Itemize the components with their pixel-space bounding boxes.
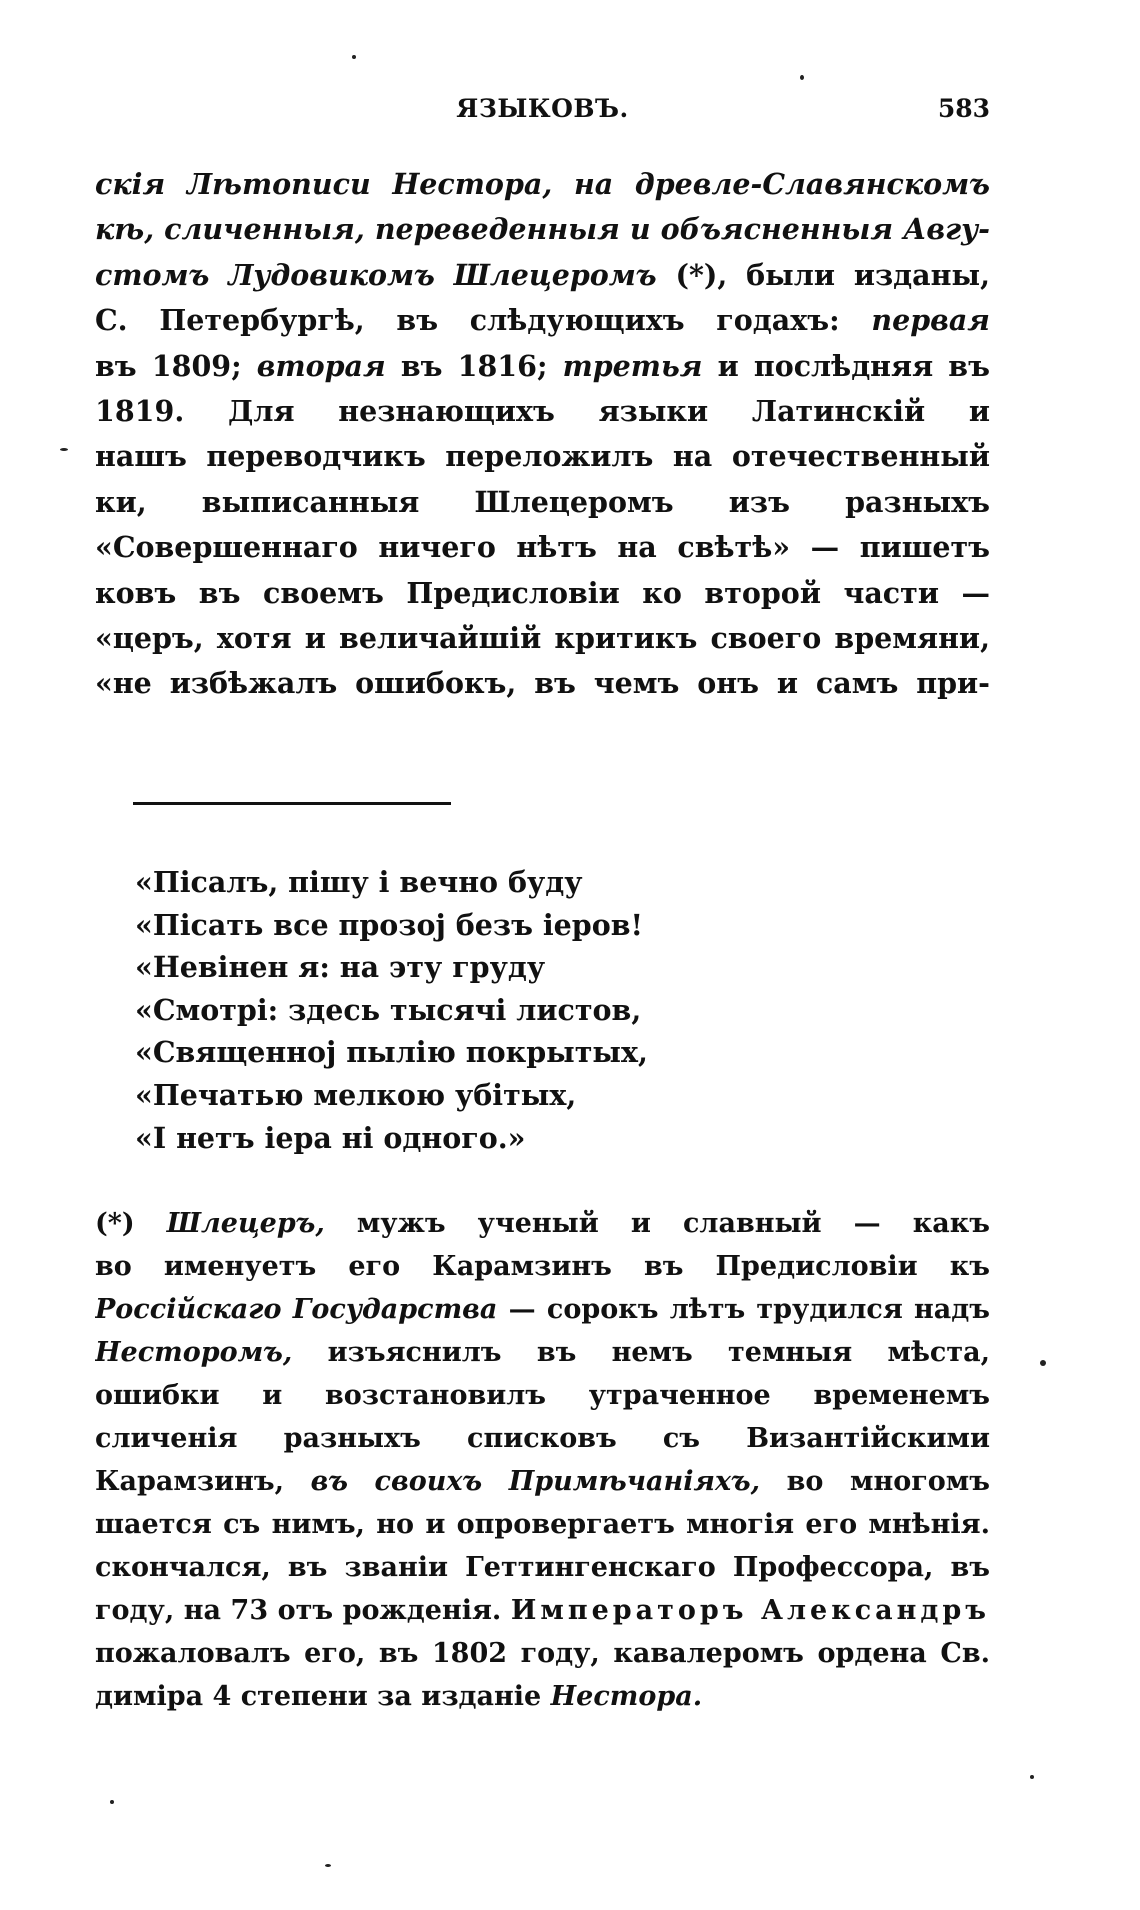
verse-line-6: «Печатью мелкою убітых, (135, 1077, 577, 1112)
body-line-5-italic-2: третья (562, 348, 703, 383)
body-line-4-text: С. Петербургѣ, въ слѣдующихъ годахъ: (95, 303, 840, 338)
footnote-line-12-text: диміра 4 степени за изданіе (95, 1681, 542, 1712)
body-line-9: «Совершеннаго ничего нѣтъ на свѣтѣ» — пишетъ (95, 530, 990, 565)
footnote-line-1 (95, 1202, 990, 1245)
footnote-line-7-text-2: во многомъ (786, 1466, 990, 1497)
scan-speck (352, 55, 356, 59)
verse-line-4: «Смотрі: здесь тысячі листов, (135, 992, 642, 1027)
running-head (95, 94, 990, 134)
verse-line-5: «Священноj пылію покрытых, (135, 1035, 648, 1070)
footnote-line-7-italic: въ своихъ Примѣчаніяхъ, (310, 1466, 761, 1497)
body-line-8: ки, выписанныя Шлецеромъ изъ разныхъ (95, 484, 990, 519)
footnote-line-4-text: изъяснилъ въ немъ темныя мѣста, (327, 1337, 990, 1368)
body-line-11: «церъ, хотя и величайшій критикъ своего времяни, (95, 620, 990, 655)
verse-line-1: «Пісалъ, пішу і вечно буду (135, 865, 583, 899)
body-line-2-italic: кѣ, сличенныя, переведенныя и объясненныя Авгу- (95, 212, 990, 247)
footnote-line-1-text: мужъ ученый и славный — какъ (356, 1208, 990, 1239)
footnote-line-12-italic: Нестора. (550, 1681, 703, 1712)
footnote-line-10 (95, 1589, 990, 1632)
footnote-line-12 (95, 1675, 990, 1718)
verse-line-2: «Пісать все прозој безъ іеров! (135, 907, 644, 942)
footnote-line-3-italic: Россійскаго Государства (95, 1294, 498, 1325)
footnote-line-10-text: году, на 73 отъ рожденія. (95, 1595, 502, 1626)
footnote-separator-rule (133, 802, 451, 805)
footnote-line-2-text: во именуетъ его Карамзинъ въ Предисловіи къ (95, 1251, 990, 1282)
footnote-line-3-text: — сорокъ лѣтъ трудился надъ (508, 1294, 990, 1325)
footnote-line-8: шается съ нимъ, но и опровергаетъ многія его мнѣнія. (95, 1509, 990, 1540)
scan-speck (1040, 1360, 1046, 1366)
body-line-5-text: въ 1809; (95, 348, 242, 383)
body-line-5 (95, 344, 990, 389)
body-line-2 (95, 207, 990, 252)
footnote-line-1-italic: Шлецеръ, (166, 1208, 325, 1239)
footnote-marker: (*) (95, 1208, 135, 1239)
body-line-12: «не избѣжалъ ошибокъ, въ чемъ онъ и самъ при- (95, 666, 990, 701)
body-line-7: нашъ переводчикъ переложилъ на отечественный (95, 439, 990, 474)
body-line-3-text: (*), были изданы, (675, 257, 990, 292)
body-line-1-italic: скія Лѣтописи Нестора, на древле-Славянскомъ (95, 167, 990, 201)
footnote-line-5: ошибки и возстановилъ утраченное временемъ (95, 1380, 990, 1411)
footnote-line-6: сличенія разныхъ списковъ съ Византійскими (95, 1423, 990, 1454)
quoted-verse (135, 861, 695, 1159)
verse-line-7: «І нетъ іера ні одного.» (135, 1120, 526, 1155)
scan-speck (800, 75, 804, 80)
footnote-line-10-spaced: Императоръ Александръ (510, 1595, 990, 1626)
scan-speck (60, 448, 68, 451)
footnote (95, 1202, 990, 1718)
body-line-4 (95, 298, 990, 343)
body-line-1 (95, 162, 990, 207)
footnote-line-4 (95, 1331, 990, 1374)
footnote-line-3 (95, 1288, 990, 1331)
body-line-5-italic: вторая (256, 348, 386, 383)
page-number: 583 (937, 94, 990, 123)
footnote-line-9: скончался, въ званіи Геттингенскаго Профессора, въ (95, 1552, 990, 1583)
footnote-line-4-italic: Несторомъ, (95, 1337, 293, 1368)
body-line-3 (95, 253, 990, 298)
footnote-line-7 (95, 1460, 990, 1503)
scan-speck (325, 1864, 331, 1867)
footnote-line-2 (95, 1245, 990, 1288)
verse-line-3: «Невінен я: на эту груду (135, 950, 546, 985)
main-paragraph (95, 162, 990, 707)
scan-speck (1030, 1775, 1034, 1779)
footnote-line-11: пожаловалъ его, въ 1802 году, кавалеромъ ордена Св. (95, 1638, 990, 1669)
body-line-3-italic: стомъ Лудовикомъ Шлецеромъ (95, 257, 657, 292)
body-line-4-italic: первая (871, 303, 990, 338)
body-line-5-text-3: и послѣдняя въ (717, 348, 990, 383)
body-line-10: ковъ въ своемъ Предисловіи ко второй части — (95, 575, 990, 610)
body-line-6: 1819. Для незнающихъ языки Латинскій и (95, 393, 990, 428)
body-line-5-text-2: въ 1816; (400, 348, 548, 383)
running-title: ЯЗЫКОВЪ. (456, 94, 629, 123)
footnote-line-7-text: Карамзинъ, (95, 1466, 285, 1497)
scan-speck (110, 1800, 114, 1804)
